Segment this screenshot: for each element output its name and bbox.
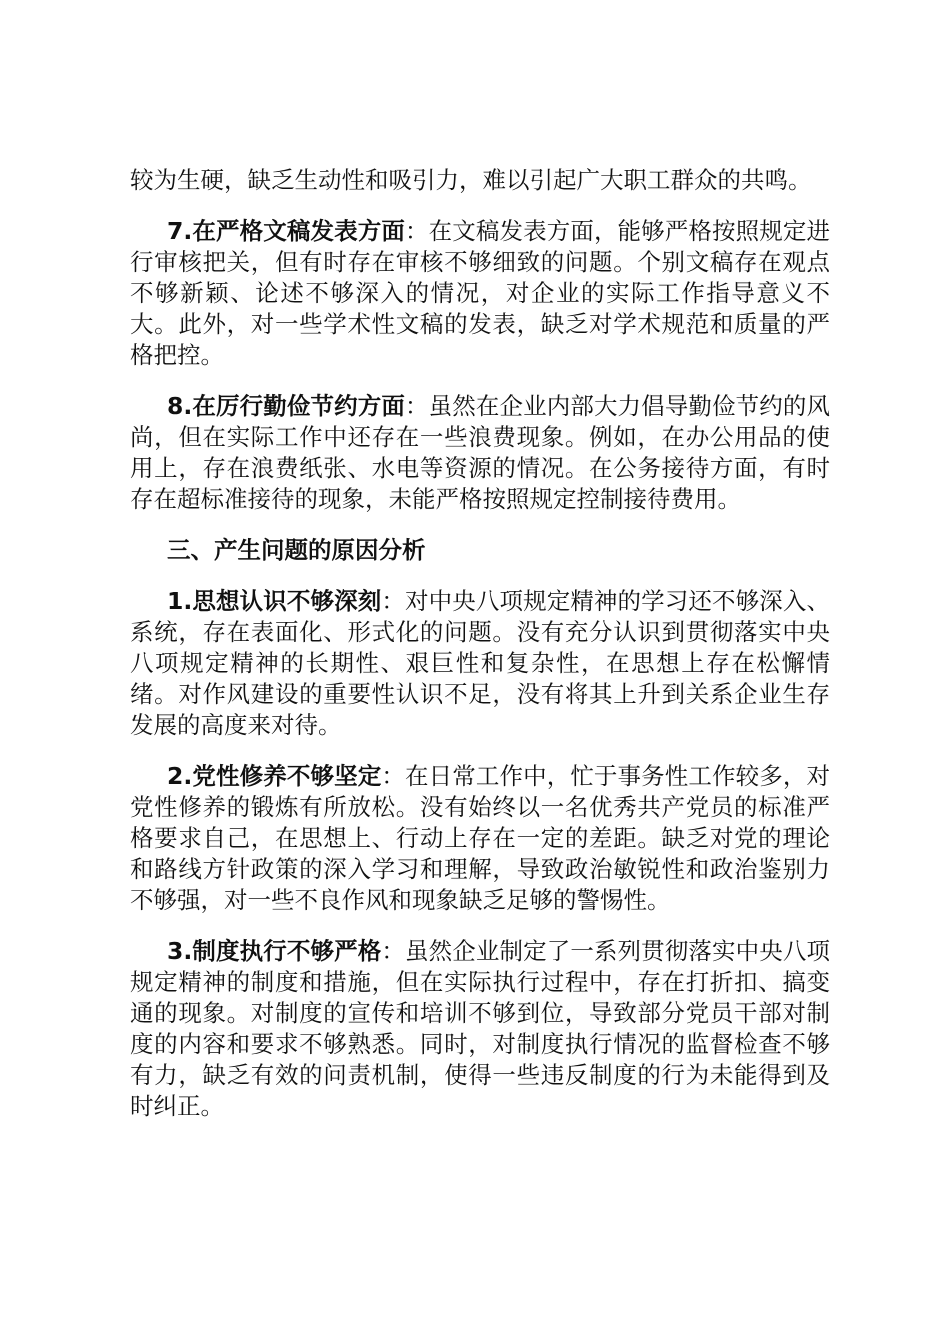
item-paragraph-7 [130,216,830,371]
cause-title-1: 1.思想认识不够深刻 [167,587,382,615]
cause-paragraph-1 [130,586,830,741]
document-page [130,165,830,1142]
item-paragraph-8 [130,391,830,515]
section-heading: 三、产生问题的原因分析 [167,536,426,564]
item-title-7: 7.在严格文稿发表方面 [167,217,405,245]
continued-paragraph: 较为生硬，缺乏生动性和吸引力，难以引起广大职工群众的共鸣。 [130,166,812,194]
cause-body-1: ：对中央八项规定精神的学习还不够深入、系统，存在表面化、形式化的问题。没有充分认识到贯彻落实中央八项规定精神的长期性、艰巨性和复杂性，在思想上存在松懈情绪。对作风建设的重要性认识不足，没有将其上升到关系企业生存发展的高度来对待。 [130,587,831,739]
cause-title-3: 3.制度执行不够严格 [167,937,382,965]
cause-paragraph-3 [130,936,830,1122]
cause-body-3: ：虽然企业制定了一系列贯彻落实中央八项规定精神的制度和措施，但在实际执行过程中，存在打折扣、搞变通的现象。对制度的宣传和培训不够到位，导致部分党员干部对制度的内容和要求不够熟悉。同时，对制度执行情况的监督检查不够有力，缺乏有效的问责机制，使得一些违反制度的行为未能得到及时纠正。 [130,937,831,1120]
cause-paragraph-2 [130,761,830,916]
cause-body-2: ：在日常工作中，忙于事务性工作较多，对党性修养的锻炼有所放松。没有始终以一名优秀共产党员的标准严格要求自己，在思想上、行动上存在一定的差距。缺乏对党的理论和路线方针政策的深入学习和理解，导致政治敏锐性和政治鉴别力不够强，对一些不良作风和现象缺乏足够的警惕性。 [130,762,831,914]
item-body-8: ：虽然在企业内部大力倡导勤俭节约的风尚，但在实际工作中还存在一些浪费现象。例如，在办公用品的使用上，存在浪费纸张、水电等资源的情况。在公务接待方面，有时存在超标准接待的现象，未能严格按照规定控制接待费用。 [130,392,831,513]
item-title-8: 8.在厉行勤俭节约方面 [167,392,405,420]
cause-title-2: 2.党性修养不够坚定 [167,762,382,790]
item-body-7: ：在文稿发表方面，能够严格按照规定进行审核把关，但有时存在审核不够细致的问题。个别文稿存在观点不够新颖、论述不够深入的情况，对企业的实际工作指导意义不大。此外，对一些学术性文稿的发表，缺乏对学术规范和质量的严格把控。 [130,217,831,369]
